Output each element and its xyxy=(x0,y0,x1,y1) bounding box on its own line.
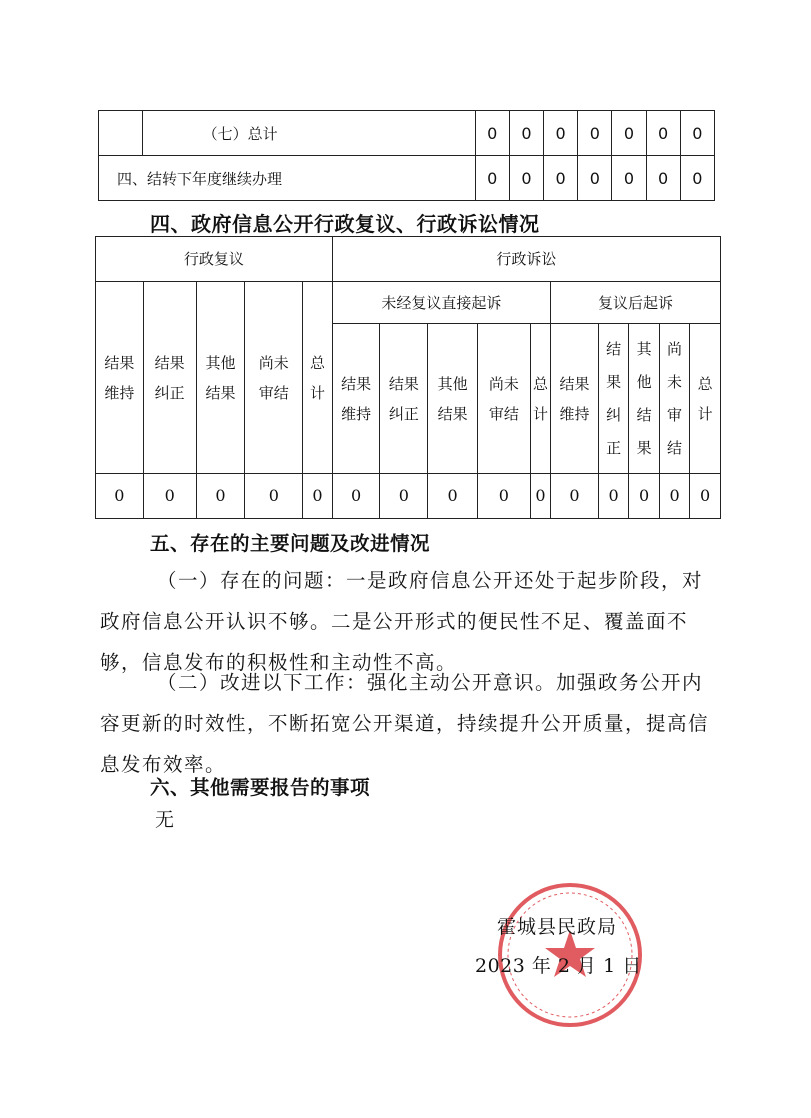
value-cell: 0 xyxy=(380,474,428,519)
value-cell: 0 xyxy=(646,111,680,156)
col-review-pending: 尚未 审结 xyxy=(245,282,303,474)
problems-paragraph: （一）存在的问题：一是政府信息公开还处于起步阶段，对政府信息公开认识不够。二是公开形式的便民性不足、覆盖面不够，信息发布的积极性和主动性不高。 xyxy=(100,569,704,674)
value-cell: 0 xyxy=(629,474,659,519)
value-cell: 0 xyxy=(509,156,543,201)
value-cell: 0 xyxy=(96,474,144,519)
value-cell: 0 xyxy=(332,474,380,519)
review-litigation-table xyxy=(95,236,721,519)
header-after-review-suit: 复议后起诉 xyxy=(551,282,721,324)
value-cell: 0 xyxy=(680,156,714,201)
col-after-maintain: 结果 维持 xyxy=(551,324,599,474)
improvements-paragraph: （二）改进以下工作：强化主动公开意识。加强政务公开内容更新的时效性，不断拓宽公开渠道，持续提升公开质量，提高信息发布效率。 xyxy=(100,671,710,776)
table-row xyxy=(96,474,721,519)
value-cell: 0 xyxy=(551,474,599,519)
value-cell: 0 xyxy=(646,156,680,201)
table-row xyxy=(99,156,715,201)
value-cell: 0 xyxy=(475,111,509,156)
col-after-total: 总 计 xyxy=(690,324,721,474)
row-label-carryover: 四、结转下年度继续办理 xyxy=(99,156,476,201)
section5-title: 五、存在的主要问题及改进情况 xyxy=(150,532,431,555)
col-after-correct: 结 果 纠 正 xyxy=(598,324,628,474)
col-after-other: 其 他 结 果 xyxy=(629,324,659,474)
section6-body: 无 xyxy=(155,809,175,831)
table-header-row xyxy=(96,237,721,282)
value-cell: 0 xyxy=(659,474,689,519)
value-cell: 0 xyxy=(509,111,543,156)
col-review-correct: 结果 纠正 xyxy=(143,282,196,474)
col-direct-maintain: 结果 维持 xyxy=(332,324,380,474)
col-review-maintain: 结果 维持 xyxy=(96,282,144,474)
col-after-pending: 尚 未 审 结 xyxy=(659,324,689,474)
value-cell: 0 xyxy=(544,156,578,201)
table-header-row xyxy=(96,282,721,324)
value-cell: 0 xyxy=(612,111,646,156)
value-cell: 0 xyxy=(477,474,530,519)
value-cell: 0 xyxy=(578,111,612,156)
header-direct-suit: 未经复议直接起诉 xyxy=(332,282,550,324)
col-direct-correct: 结果 纠正 xyxy=(380,324,428,474)
row-label-total: （七）总计 xyxy=(142,111,475,156)
value-cell: 0 xyxy=(245,474,303,519)
value-cell: 0 xyxy=(428,474,478,519)
statistics-table-continuation xyxy=(98,110,715,201)
value-cell: 0 xyxy=(530,474,550,519)
value-cell: 0 xyxy=(578,156,612,201)
col-review-total: 总 计 xyxy=(303,282,332,474)
value-cell: 0 xyxy=(544,111,578,156)
signature-org: 霍城县民政局 xyxy=(497,916,618,938)
col-direct-pending: 尚未 审结 xyxy=(477,324,530,474)
col-direct-other: 其他 结果 xyxy=(428,324,478,474)
col-direct-total: 总 计 xyxy=(530,324,550,474)
value-cell: 0 xyxy=(143,474,196,519)
header-admin-litigation: 行政诉讼 xyxy=(332,237,720,282)
value-cell: 0 xyxy=(690,474,721,519)
col-review-other: 其他 结果 xyxy=(196,282,245,474)
signature-date: 2023 年 2 月 1 日 xyxy=(475,955,642,977)
value-cell: 0 xyxy=(612,156,646,201)
value-cell: 0 xyxy=(680,111,714,156)
value-cell: 0 xyxy=(196,474,245,519)
section6-title: 六、其他需要报告的事项 xyxy=(150,776,371,799)
blank-cell xyxy=(99,111,143,156)
table-row xyxy=(99,111,715,156)
header-admin-review: 行政复议 xyxy=(96,237,333,282)
value-cell: 0 xyxy=(475,156,509,201)
value-cell: 0 xyxy=(598,474,628,519)
value-cell: 0 xyxy=(303,474,332,519)
section4-title: 四、政府信息公开行政复议、行政诉讼情况 xyxy=(150,212,540,236)
